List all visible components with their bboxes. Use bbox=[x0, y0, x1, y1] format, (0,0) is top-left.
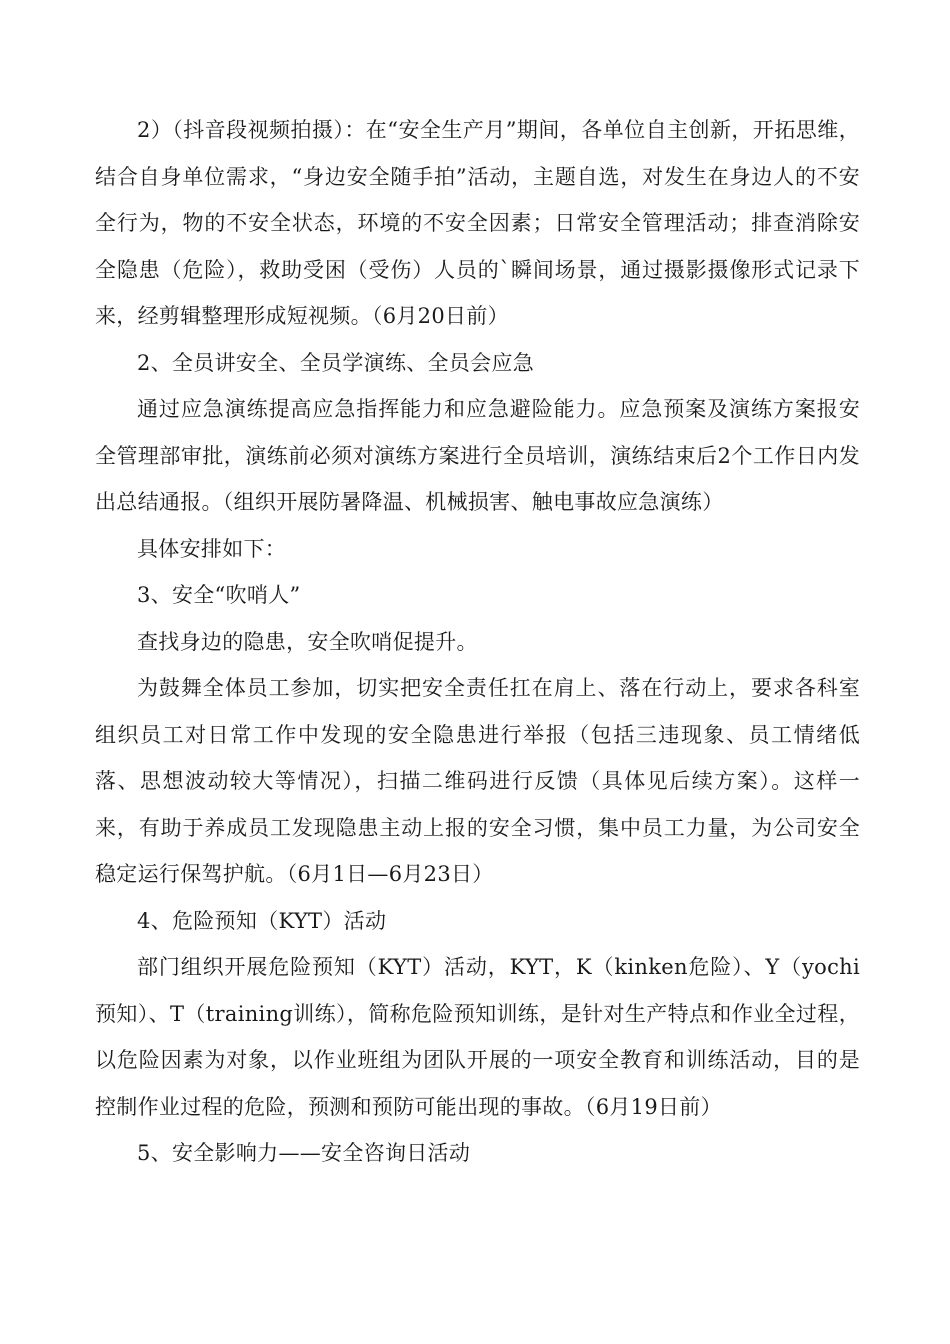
paragraph-whistleblower-summary: 查找身边的隐患，安全吹哨促提升。 bbox=[137, 629, 478, 654]
heading-kyt: 4、危险预知（KYT）活动 bbox=[137, 908, 387, 933]
document-body bbox=[95, 107, 860, 1177]
heading-whistleblower: 3、安全“吹哨人” bbox=[137, 583, 301, 607]
heading-emergency-drill: 2、全员讲安全、全员学演练、全员会应急 bbox=[137, 350, 535, 375]
paragraph-schedule-intro: 具体安排如下： bbox=[137, 536, 287, 561]
paragraph-kyt-detail: 部门组织开展危险预知（KYT）活动，KYT，K（kinken危险）、Y（yochi预知）、T（training训练），简称危险预知训练，是针对生产特点和作业全过程，以危险因素为对象，以作业班组为团队开展的一项安全教育和训练活动，目的是控制作业过程的危险，预测和预防可能出现的事故。（6月19日前） bbox=[95, 955, 860, 1119]
heading-safety-consult-day: 5、安全影响力——安全咨询日活动 bbox=[137, 1141, 471, 1165]
paragraph-douyin-video: 2）（抖音段视频拍摄）：在“安全生产月”期间，各单位自主创新，开拓思维，结合自身单位需求，“身边安全随手拍”活动，主题自选，对发生在身边人的不安全行为，物的不安全状态，环境的不安全因素；日常安全管理活动；排查消除安全隐患（危险），救助受困（受伤）人员的`瞬间场景，通过摄影摄像形式记录下来，经剪辑整理形成短视频。（6月20日前） bbox=[95, 118, 860, 328]
paragraph-whistleblower-detail: 为鼓舞全体员工参加，切实把安全责任扛在肩上、落在行动上，要求各科室组织员工对日常工作中发现的安全隐患进行举报（包括三违现象、员工情绪低落、思想波动较大等情况），扫描二维码进行反馈（具体见后续方案）。这样一来，有助于养成员工发现隐患主动上报的安全习惯，集中员工力量，为公司安全稳定运行保驾护航。（6月1日—6月23日） bbox=[95, 676, 860, 886]
paragraph-emergency-drill: 通过应急演练提高应急指挥能力和应急避险能力。应急预案及演练方案报安全管理部审批，演练前必须对演练方案进行全员培训，演练结束后2个工作日内发出总结通报。（组织开展防暑降温、机械损害、触电事故应急演练） bbox=[95, 397, 860, 514]
